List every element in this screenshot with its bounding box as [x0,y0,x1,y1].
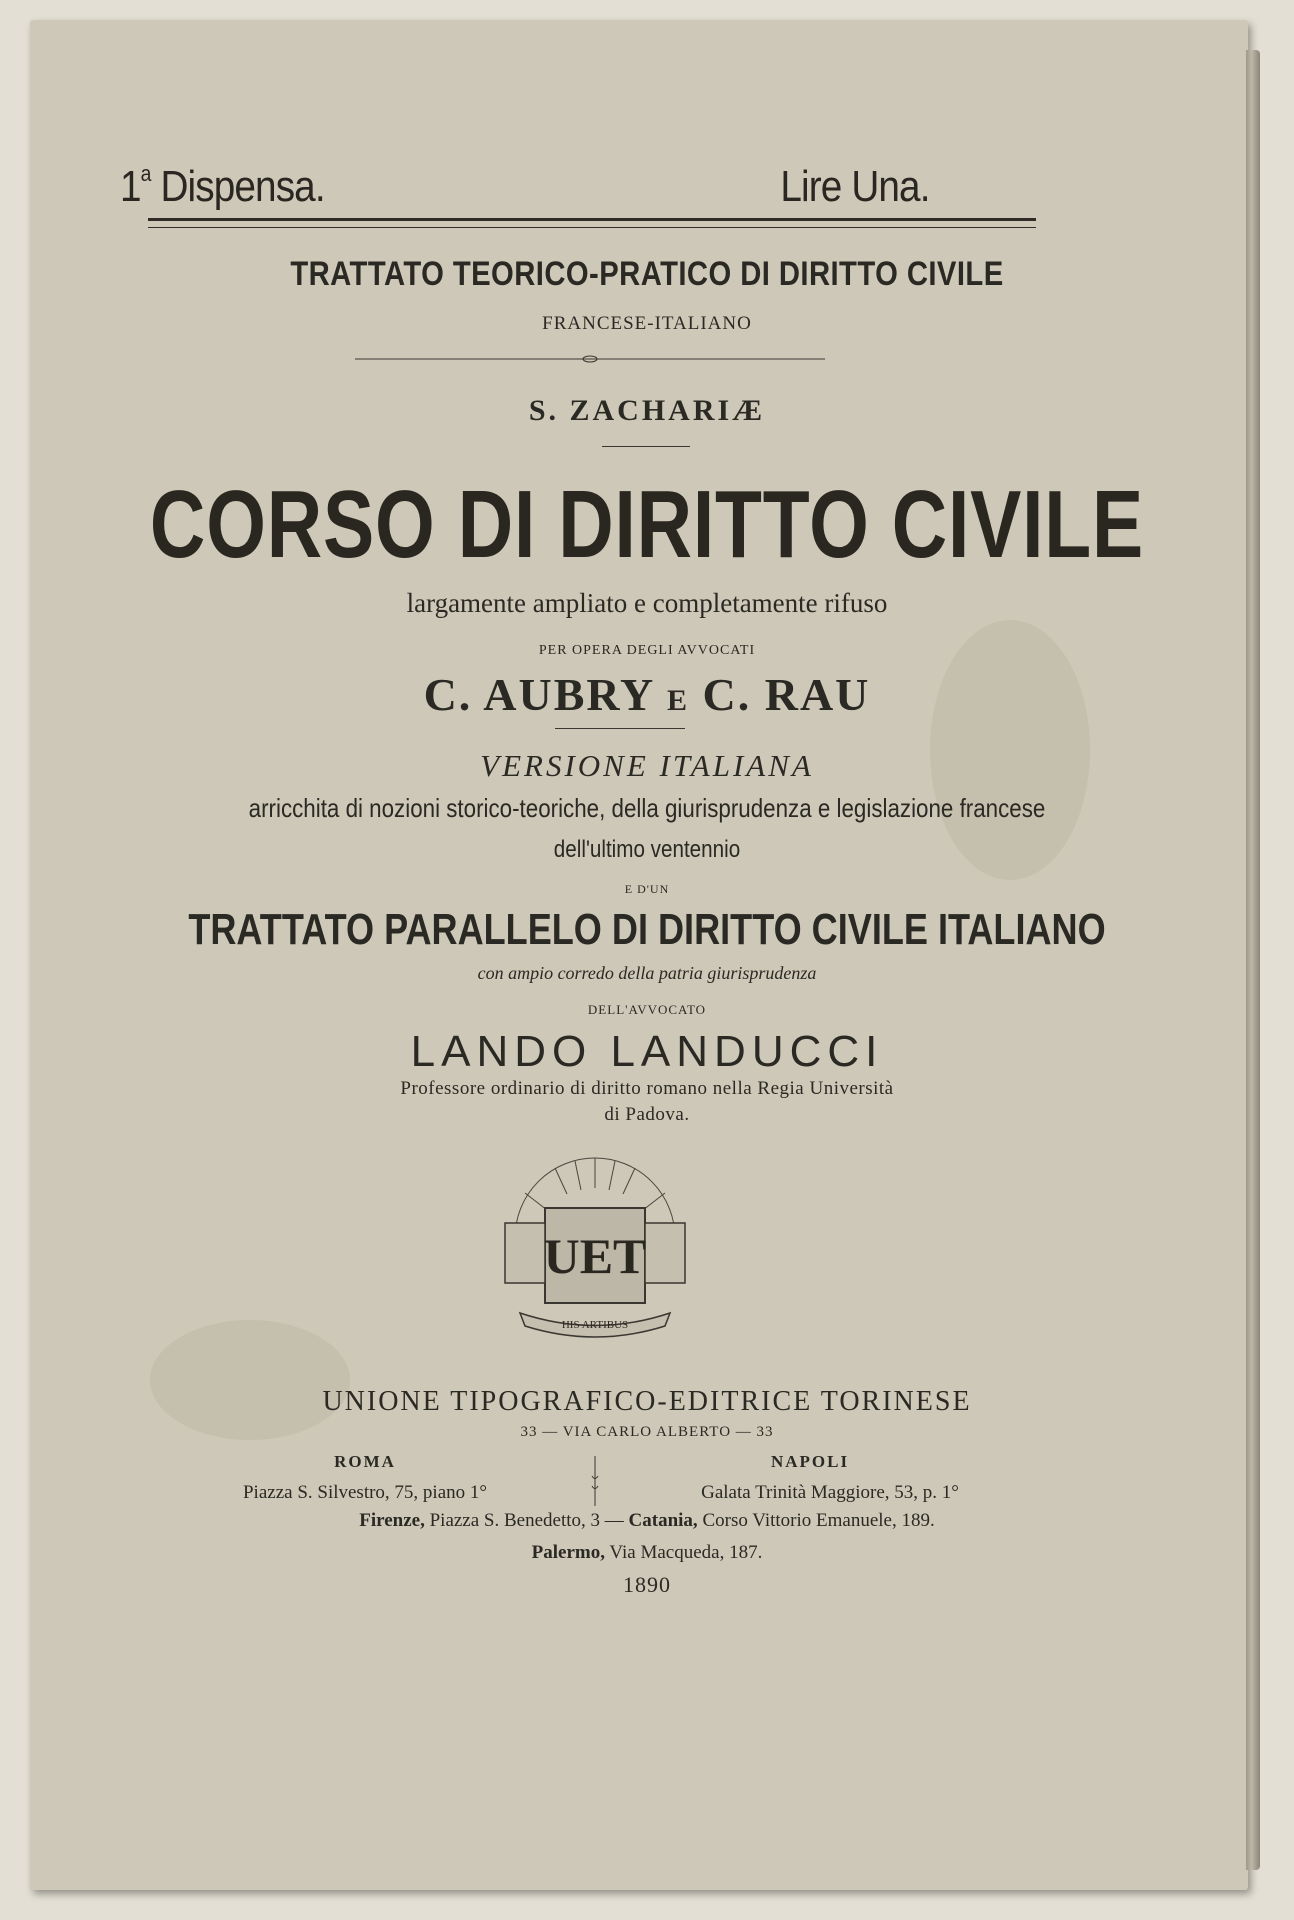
dispensa-label: 1$^a$ Dispensa. [120,161,325,211]
parallel-subtitle: con ampio corredo della patria giurisprudenza [477,963,817,983]
book-cover [30,20,1248,1890]
roma-address: Piazza S. Silvestro, 75, piano 1° [242,1482,487,1503]
parallel-title: TRATTATO PARALLELO DI DIRITTO CIVILE ITALIANO [188,905,1106,954]
main-subtitle: largamente ampliato e completamente rifuso [406,588,888,618]
version-line-1: arricchita di nozioni storico-teoriche, della giurisprudenza e legislazione francese [248,793,1046,823]
branch-divider [590,1456,600,1506]
by-line: DELL'AVVOCATO [587,1002,707,1017]
author-name: S. ZACHARIÆ [528,394,766,427]
publication-year: 1890 [623,1572,671,1597]
double-rule [148,218,1036,228]
series-title: TRATTATO TEORICO-PRATICO DI DIRITTO CIVILE [290,255,1004,293]
short-rule [602,446,690,447]
version-line-2: dell'ultimo ventennio [553,836,741,863]
editor-role-1: Professore ordinario di diritto romano nella Regia Università [400,1078,894,1099]
palermo-line: Palermo, Via Macqueda, 187. [531,1542,763,1563]
publisher-address: 33 — VIA CARLO ALBERTO — 33 [520,1424,774,1440]
series-subtitle: FRANCESE-ITALIANO [542,313,752,334]
header-row [120,152,930,212]
emblem-motto: HIS ARTIBUS [561,1319,629,1331]
publisher-name: UNIONE TIPOGRAFICO-EDITRICE TORINESE [322,1386,972,1417]
short-rule [555,728,685,729]
version-title: VERSIONE ITALIANA [480,748,814,783]
price-label: Lire Una. [780,162,930,211]
ornamental-rule [355,355,825,363]
paper-stain [150,1320,350,1440]
co-authors: C. AUBRY E C. RAU [423,669,871,720]
per-opera-line: PER OPERA DEGLI AVVOCATI [538,643,756,658]
napoli-label: NAPOLI [770,1452,850,1471]
editor-name: LANDO LANDUCCI [410,1027,884,1076]
emblem-letters: UET [543,1228,647,1284]
roma-label: ROMA [334,1452,396,1471]
editor-role-2: di Padova. [604,1104,690,1125]
main-title: CORSO DI DIRITTO CIVILE [149,471,1145,578]
connector-line: E D'UN [624,882,670,896]
napoli-address: Galata Trinità Maggiore, 53, p. 1° [701,1482,959,1503]
publisher-emblem [485,1148,705,1348]
firenze-catania-line: Firenze, Piazza S. Benedetto, 3 — Catania, Corso Vittorio Emanuele, 189. [359,1510,935,1531]
